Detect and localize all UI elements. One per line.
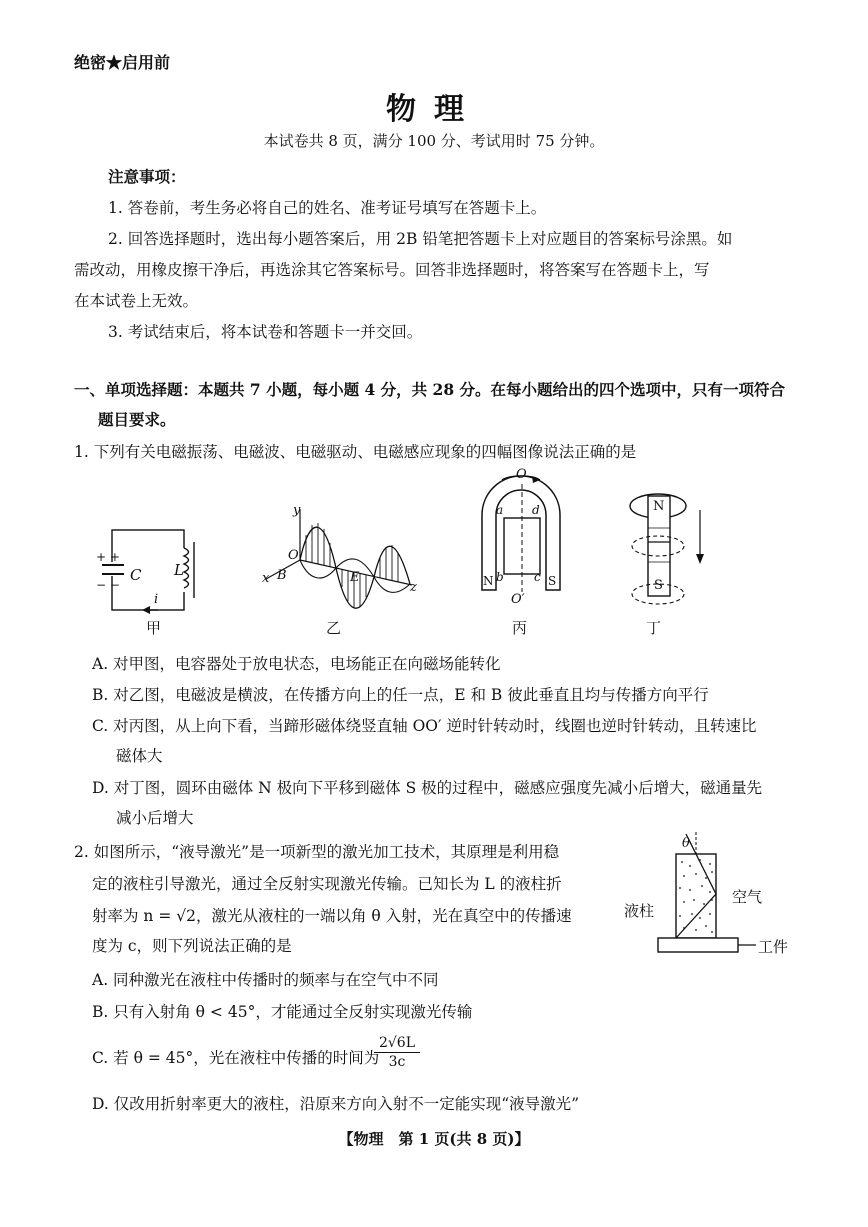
q1-option-c-line-2: 磁体大 (116, 747, 163, 765)
fraction-numerator: 2√6L (374, 1034, 420, 1053)
circuit-plus-label: + + (96, 550, 120, 564)
q2-option-d: D. 仅改用折射率更大的液柱，沿原来方向入射不一定能实现“液导激光” (92, 1095, 580, 1113)
magnet-s-pole-label: S (548, 574, 557, 588)
coil-d-label: d (532, 503, 540, 517)
capacitor-label: C (130, 566, 142, 584)
workpiece-label: 工件 (758, 938, 789, 956)
fig-caption-bing: 丙 (512, 619, 528, 637)
fig-caption-jia: 甲 (146, 619, 162, 637)
bar-n-pole-label: N (653, 499, 665, 514)
em-wave-figure (262, 505, 422, 615)
q2-option-c: C. 若 θ = 45°，光在液柱中传播的时间为 (92, 1049, 380, 1067)
q1-option-a: A. 对甲图，电容器处于放电状态，电场能正在向磁场能转化 (92, 655, 501, 673)
q1-option-d-line-2: 减小后增大 (116, 809, 194, 827)
section-heading-line-1: 一、单项选择题：本题共 7 小题，每小题 4 分，共 28 分。在每小题给出的四个选项中，只有一项符合 (74, 380, 786, 399)
q1-option-d-line-1: D. 对丁图，圆环由磁体 N 极向下平移到磁体 S 极的过程中，磁感应强度先减小后增大，磁通量先 (92, 779, 763, 797)
wave-y-label: y (293, 503, 301, 518)
coil-a-label: a (496, 503, 504, 517)
q2-stem-line-2: 定的液柱引导激光，通过全反射实现激光传输。已知长为 L 的液柱折 (92, 875, 562, 893)
section-heading-line-2: 题目要求。 (98, 410, 176, 429)
wave-e-label: E (350, 570, 360, 585)
q2-option-b: B. 只有入射角 θ < 45°，才能通过全反射实现激光传输 (92, 1003, 473, 1021)
q1-stem: 1. 下列有关电磁振荡、电磁波、电磁驱动、电磁感应现象的四幅图像说法正确的是 (74, 443, 637, 461)
notice-item-2-line-2: 需改动，用橡皮擦干净后，再选涂其它答案标号。回答非选择题时，将答案写在答题卡上，写 (74, 261, 710, 279)
page-footer: 【物理 第 1 页(共 8 页)】 (338, 1130, 530, 1148)
wave-b-label: B (277, 568, 287, 583)
secret-label: 绝密★启用前 (74, 53, 171, 72)
exam-subtitle: 本试卷共 8 页，满分 100 分、考试用时 75 分钟。 (263, 132, 605, 150)
magnet-axis-bottom-label: O′ (511, 592, 525, 607)
wave-x-label: x (262, 571, 270, 586)
circuit-minus-label: − − (96, 578, 120, 592)
coil-b-label: b (496, 570, 504, 584)
q2-option-a: A. 同种激光在液柱中传播时的频率与在空气中不同 (92, 971, 439, 989)
q2-stem-line-3: 射率为 n = √2，激光从液柱的一端以角 θ 入射，光在真空中的传播速 (92, 907, 572, 925)
q1-option-c-line-1: C. 对丙图，从上向下看，当蹄形磁体绕竖直轴 OO′ 逆时针转动时，线圈也逆时针转动，且转速比 (92, 717, 757, 735)
q2-option-c-fraction (374, 1034, 420, 1071)
notice-item-2-line-1: 2. 回答选择题时，选出每小题答案后，用 2B 铅笔把答题卡上对应题目的答案标号涂黑。如 (108, 230, 733, 248)
fig-caption-ding: 丁 (646, 619, 662, 637)
notice-heading: 注意事项： (108, 167, 186, 186)
q2-stem-line-4: 度为 c，则下列说法正确的是 (92, 937, 292, 955)
lc-circuit-figure (92, 520, 202, 620)
wave-z-label: z (410, 580, 417, 595)
fraction-denominator: 3c (388, 1054, 406, 1070)
wave-origin-label: O (288, 548, 299, 563)
magnet-axis-top-label: O (516, 467, 527, 482)
inductor-label: L (174, 561, 184, 579)
bar-magnet-figure (620, 480, 716, 620)
air-label: 空气 (732, 888, 763, 906)
notice-item-3: 3. 考试结束后，将本试卷和答题卡一并交回。 (108, 323, 423, 341)
current-label: i (154, 592, 159, 607)
q1-option-b: B. 对乙图，电磁波是横波，在传播方向上的任一点，E 和 B 彼此垂直且均与传播方向平行 (92, 686, 709, 704)
page-title: 物理 (386, 92, 482, 127)
incident-angle-label: θ (682, 836, 690, 851)
liquid-column-label: 液柱 (624, 902, 655, 920)
bar-s-pole-label: S (654, 578, 663, 593)
coil-c-label: c (534, 570, 541, 584)
q2-stem-line-1: 2. 如图所示，“液导激光”是一项新型的激光加工技术，其原理是利用稳 (74, 843, 560, 861)
fig-caption-yi: 乙 (326, 619, 342, 637)
notice-item-2-line-3: 在本试卷上无效。 (74, 292, 199, 310)
notice-item-1: 1. 答卷前，考生务必将自己的姓名、准考证号填写在答题卡上。 (108, 199, 547, 217)
magnet-n-pole-label: N (483, 574, 494, 588)
